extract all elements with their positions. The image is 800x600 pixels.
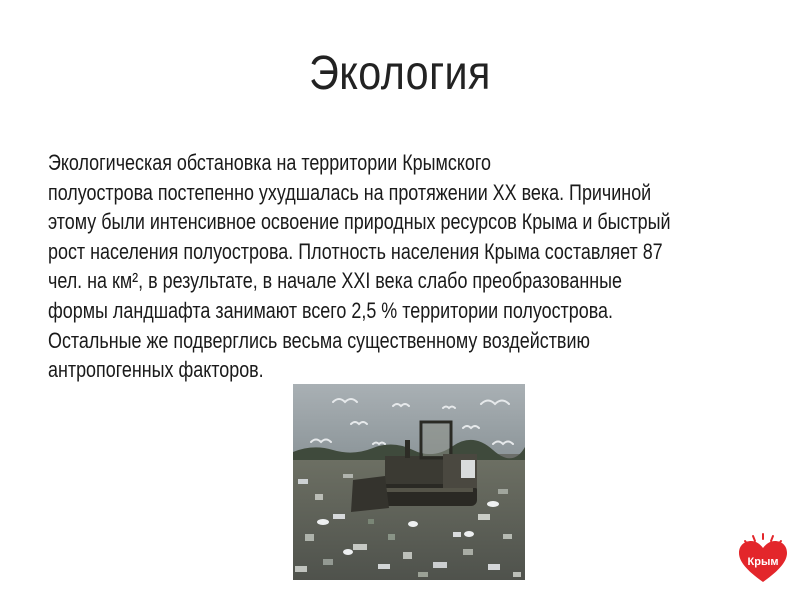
paragraph-line: антропогенных факторов. — [48, 357, 264, 383]
paragraph-line: формы ландшафта занимают всего 2,5 % территории полуострова. — [48, 297, 613, 323]
paragraph-line: Экологическая обстановка на территории Крымского — [48, 150, 491, 175]
landfill-photo — [293, 384, 525, 580]
paragraph-line: этому были интенсивное освоение природных ресурсов Крыма и быстрый — [48, 209, 671, 235]
landfill-photo-image — [293, 384, 525, 580]
slide-paragraph — [48, 148, 671, 385]
paragraph-line: чел. на км², в результате, в начале XXI века слабо преобразованные — [48, 268, 622, 294]
paragraph-line: полуострова постепенно ухудшалась на протяжении XX века. Причиной — [48, 179, 652, 205]
crimea-heart-logo — [736, 532, 790, 586]
paragraph-line: Остальные же подверглись весьма существенному воздействию — [48, 327, 590, 353]
paragraph-line: рост населения полуострова. Плотность населения Крыма составляет 87 — [48, 238, 663, 264]
logo-text: Крым — [747, 556, 779, 568]
heart-logo-icon — [736, 532, 790, 586]
slide-title: Экология — [309, 47, 491, 100]
